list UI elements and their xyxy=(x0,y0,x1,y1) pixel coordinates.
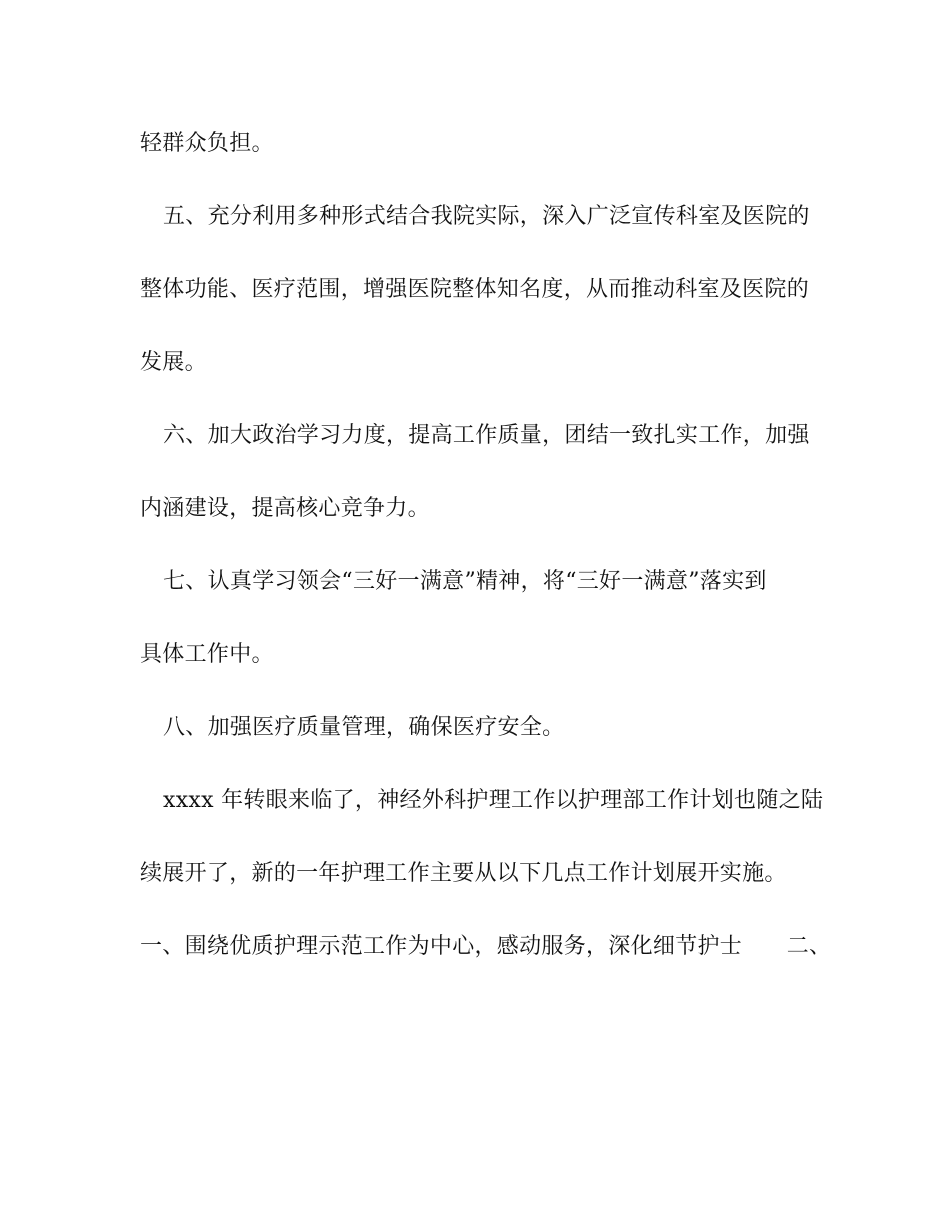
paragraph-line: 整体功能、医疗范围，增强医院整体知名度，从而推动科室及医院的 xyxy=(140,277,810,302)
paragraph-line: 轻群众负担。 xyxy=(140,131,274,156)
paragraph-line: 发展。 xyxy=(140,350,207,375)
paragraph-line: 六、加大政治学习力度，提高工作质量，团结一致扎实工作，加强 xyxy=(163,423,810,448)
paragraph-line: 具体工作中。 xyxy=(140,642,274,667)
paragraph-line: 五、充分利用多种形式结合我院实际，深入广泛宣传科室及医院的 xyxy=(163,204,810,229)
paragraph-line: 续展开了，新的一年护理工作主要从以下几点工作计划展开实施。 xyxy=(140,861,787,886)
paragraph-line: xxxx 年转眼来临了，神经外科护理工作以护理部工作计划也随之陆 xyxy=(163,788,824,813)
paragraph-line: 八、加强医疗质量管理，确保医疗安全。 xyxy=(163,715,565,740)
paragraph-line: 一、围绕优质护理示范工作为中心，感动服务，深化细节护士 二、 xyxy=(140,934,832,959)
paragraph-line: 内涵建设，提高核心竞争力。 xyxy=(140,496,430,521)
paragraph-line: 七、认真学习领会“三好一满意”精神，将“三好一满意”落实到 xyxy=(163,569,767,594)
